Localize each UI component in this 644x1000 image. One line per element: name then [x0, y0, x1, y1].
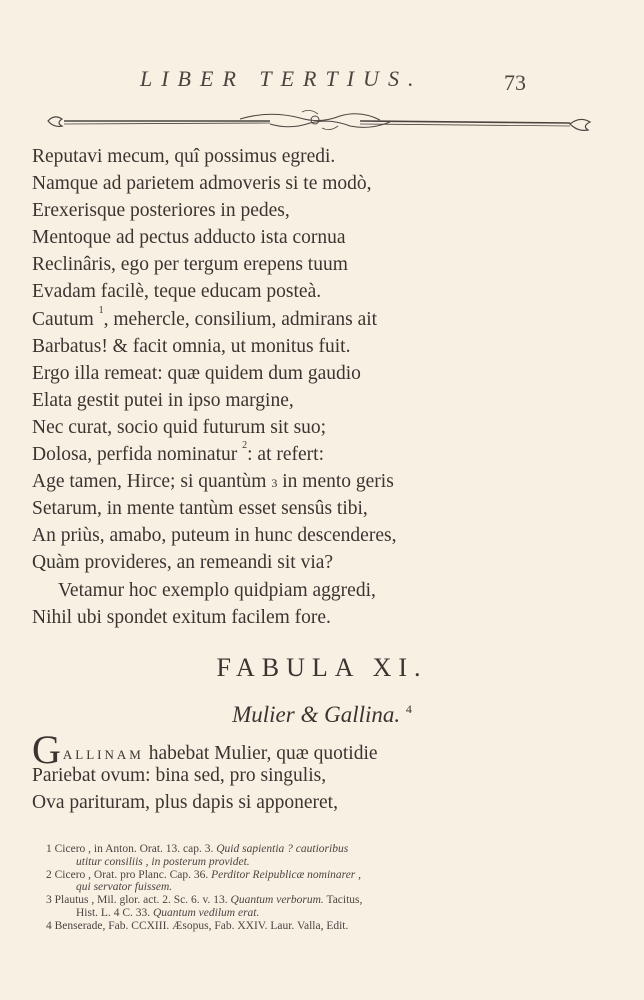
note-ref: 4	[405, 702, 412, 716]
running-header	[0, 66, 644, 106]
footnote-text: Cicero , Orat. pro Planc. Cap. 36.	[54, 868, 209, 881]
fable-text	[32, 727, 592, 816]
footnote	[46, 869, 616, 882]
footnote	[46, 920, 616, 933]
verse-line: Quàm provideres, an remeandi sit via?	[32, 552, 334, 574]
footnote-text: Cicero , in Anton. Orat. 13. cap. 3.	[54, 843, 214, 855]
verse-text: Dolosa, perfida nominatur	[32, 444, 238, 466]
verse-line: Reputavi mecum, quî possimus egredi.	[32, 146, 336, 167]
verse-text: , mehercle, consilium, admirans ait	[103, 308, 378, 330]
footnote-number: 3	[46, 894, 52, 907]
footnote-quote: Perditor Reipublicæ nominarer ,	[211, 868, 362, 881]
verse-line	[32, 468, 592, 495]
page-number: 73	[504, 70, 526, 95]
verse-line: Nec curat, socio quid futurum sit suo;	[32, 416, 327, 438]
footnote-continuation	[46, 907, 616, 920]
verse-line: Pariebat ovum: bina sed, pro singulis,	[32, 765, 327, 787]
verse-line: Nihil ubi spondet exitum facilem fore.	[32, 606, 331, 628]
verse-line: Evadam facilè, teque educam posteà.	[32, 281, 322, 303]
verse-line: Namque ad parietem admoveris si te modò,	[32, 173, 372, 195]
verse-line: An priùs, amabo, puteum in hunc descenderes,	[32, 525, 397, 547]
footnote-quote: Quid sapientia ? cautioribus	[216, 843, 349, 855]
verse-text: Cautum	[32, 308, 94, 330]
note-ref: 1	[98, 304, 104, 316]
footnote-text: Plautus , Mil. glor. act. 2. Sc. 6. v. 13.	[54, 894, 228, 907]
small-caps-word: ALLINAM	[62, 747, 144, 762]
footnote-quote: utitur consiliis , in posterum providet.	[76, 855, 250, 868]
footnote	[46, 894, 616, 907]
fable-heading: FABULA XI.	[216, 653, 428, 682]
verse-line: Reclinâris, ego per tergum erepens tuum	[32, 254, 348, 276]
drop-cap: G	[32, 727, 61, 772]
footnote-quote: Quantum vedilum erat.	[153, 906, 260, 919]
running-title: LIBER TERTIUS.	[140, 66, 423, 91]
verse-line: Elata gestit putei in ipso margine,	[32, 389, 294, 411]
verse-text: in mento geris	[282, 471, 394, 493]
verse-line: Barbatus! & facit omnia, ut monitus fuit.	[32, 335, 351, 357]
verse-text: habebat Mulier, quæ quotidie	[148, 743, 378, 764]
note-ref: 2	[242, 440, 248, 452]
verse-line	[32, 727, 592, 772]
verse-line: Erexerisque posteriores in pedes,	[32, 200, 290, 222]
fable-subtitle	[0, 702, 644, 728]
footnote-number: 2	[46, 868, 52, 881]
note-ref: 3	[271, 476, 278, 491]
verse-line: Ova parituram, plus dapis si apponeret,	[32, 792, 338, 814]
footnote-quote: Quantum verborum.	[230, 894, 324, 907]
footnote-continuation	[46, 856, 616, 869]
verse-line	[32, 306, 592, 333]
footnote-number: 1	[46, 843, 52, 855]
poem-text	[32, 143, 592, 631]
footnote	[46, 843, 616, 856]
footnote-quote: qui servator fuissem.	[76, 881, 173, 894]
footnotes	[46, 843, 616, 933]
verse-line: Setarum, in mente tantùm esset sensûs tibi,	[32, 498, 368, 520]
decorative-rule-ornament	[40, 106, 600, 136]
verse-line: Ergo illa remeat: quæ quidem dum gaudio	[32, 362, 361, 384]
verse-line	[32, 441, 592, 468]
verse-text: : at refert:	[247, 444, 324, 466]
verse-line: Mentoque ad pectus adducto ista cornua	[32, 227, 346, 249]
footnote-text: Benserade, Fab. CCXIII. Æsopus, Fab. XXIV. Laur. Valla, Edit.	[54, 919, 349, 932]
verse-line: Vetamur hoc exemplo quidpiam aggredi,	[58, 579, 376, 601]
verse-text: Age tamen, Hirce; si quantùm	[32, 471, 267, 493]
footnote-continuation	[46, 881, 616, 894]
footnote-number: 4	[46, 919, 52, 932]
footnote-text: Tacitus,	[326, 894, 363, 907]
fable-subtitle-text: Mulier & Gallina.	[232, 702, 401, 727]
footnote-text: Hist. L. 4 C. 33.	[76, 906, 151, 919]
